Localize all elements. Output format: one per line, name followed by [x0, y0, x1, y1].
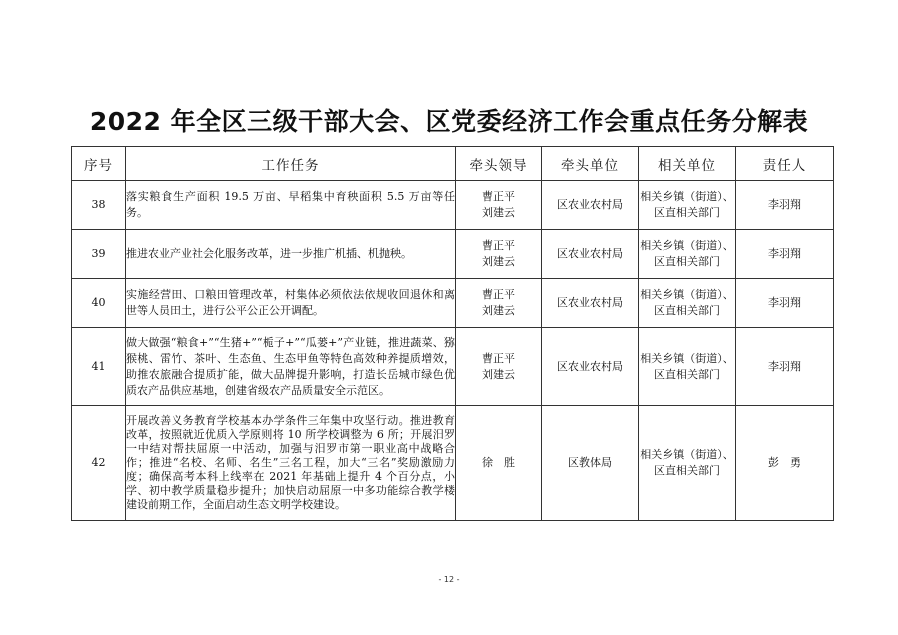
- leader-name: 曹正平: [482, 239, 515, 252]
- row-person: 李羽翔: [736, 328, 834, 406]
- table-row: [72, 181, 834, 230]
- row-lead-unit: 区农业农村局: [542, 279, 639, 328]
- row-related-units: 相关乡镇（街道）、区直相关部门: [639, 230, 736, 279]
- row-number: 38: [72, 181, 126, 230]
- row-task: 推进农业产业社会化服务改革，进一步推广机插、机抛秧。: [126, 230, 456, 279]
- row-person: 李羽翔: [736, 230, 834, 279]
- row-related-units: 相关乡镇（街道）、区直相关部门: [639, 406, 736, 521]
- row-task: 实施经营田、口粮田管理改革，村集体必须依法依规收回退休和离世等人员田土，进行公平公正公开调配。: [126, 279, 456, 328]
- table-header-row: [72, 147, 834, 181]
- row-leader: [456, 279, 542, 328]
- row-lead-unit: 区农业农村局: [542, 181, 639, 230]
- row-lead-unit: 区农业农村局: [542, 328, 639, 406]
- row-number: 40: [72, 279, 126, 328]
- row-number: 39: [72, 230, 126, 279]
- col-header-person: 责任人: [736, 147, 834, 181]
- row-task: 落实粮食生产面积 19.5 万亩、早稻集中育秧面积 5.5 万亩等任务。: [126, 181, 456, 230]
- table-row: [72, 279, 834, 328]
- task-table: [71, 146, 834, 521]
- leader-name: 徐 胜: [482, 456, 515, 469]
- row-person: 彭 勇: [736, 406, 834, 521]
- row-related-units: 相关乡镇（街道）、区直相关部门: [639, 328, 736, 406]
- row-related-units: 相关乡镇（街道）、区直相关部门: [639, 181, 736, 230]
- row-leader: [456, 406, 542, 521]
- leader-name: 曹正平: [482, 351, 515, 365]
- row-leader: [456, 230, 542, 279]
- row-lead-unit: 区教体局: [542, 406, 639, 521]
- leader-name: 刘建云: [482, 367, 515, 381]
- document-title: 2022 年全区三级干部大会、区党委经济工作会重点任务分解表: [89, 107, 809, 136]
- table-row: [72, 328, 834, 406]
- row-number: 41: [72, 328, 126, 406]
- leader-name: 刘建云: [482, 206, 515, 219]
- col-header-leader: 牵头领导: [456, 147, 542, 181]
- col-header-no: 序号: [72, 147, 126, 181]
- row-lead-unit: 区农业农村局: [542, 230, 639, 279]
- col-header-lead-unit: 牵头单位: [542, 147, 639, 181]
- leader-name: 刘建云: [482, 304, 515, 317]
- page-number: - 12 -: [438, 575, 460, 584]
- row-task: 开展改善义务教育学校基本办学条件三年集中攻坚行动。推进教育改革，按照就近优质入学原则将 10 所学校调整为 6 所；开展汨罗一中结对帮扶屈原一中活动，加强与汨罗市第一职业高中战略合作；推进“名校、名师、名生”三名工程，加大“三名”奖励激励力度；确保高考本科上线率在 2021 年基础上提升 4 个百分点，小学、初中教学质量稳步提升；加快启动屈原一中多功能综合教学楼建设前期工作，全面启动生态文明学校建设。: [126, 406, 456, 521]
- col-header-related-units: 相关单位: [639, 147, 736, 181]
- row-person: 李羽翔: [736, 181, 834, 230]
- row-person: 李羽翔: [736, 279, 834, 328]
- row-number: 42: [72, 406, 126, 521]
- leader-name: 刘建云: [482, 255, 515, 268]
- row-task: 做大做强“粮食+”“生猪+”“栀子+”“瓜蒌+”产业链，推进蔬菜、猕猴桃、雷竹、茶叶、生态鱼、生态甲鱼等特色高效种养提质增效，助推农旅融合提质扩能，做大品牌提升影响，打造长岳城市绿色优质农产品供应基地，创建省级农产品质量安全示范区。: [126, 328, 456, 406]
- table-row: [72, 230, 834, 279]
- row-leader: [456, 181, 542, 230]
- table-row: [72, 406, 834, 521]
- row-leader: [456, 328, 542, 406]
- col-header-task: 工作任务: [126, 147, 456, 181]
- leader-name: 曹正平: [482, 288, 515, 301]
- leader-name: 曹正平: [482, 190, 515, 203]
- row-related-units: 相关乡镇（街道）、区直相关部门: [639, 279, 736, 328]
